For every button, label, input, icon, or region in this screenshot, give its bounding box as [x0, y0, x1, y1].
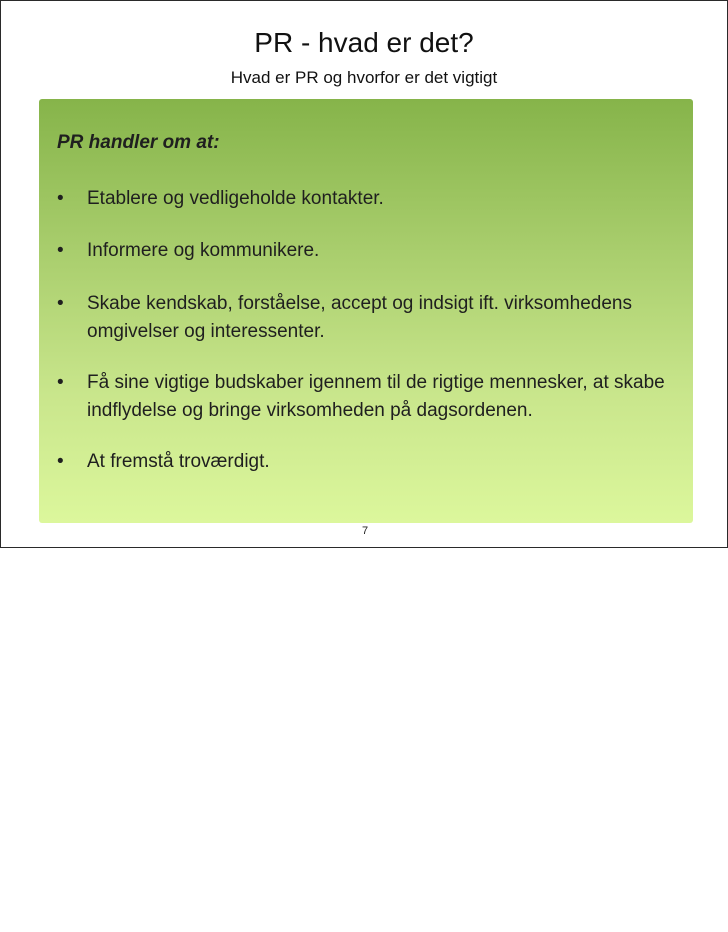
bullet-item — [57, 237, 683, 265]
bullet-item — [57, 290, 683, 346]
bullet-icon: • — [57, 372, 64, 393]
bullet-icon: • — [57, 188, 64, 209]
bullet-text: At fremstå troværdigt. — [87, 451, 270, 472]
page-number: 7 — [361, 525, 369, 537]
slide-subtitle: Hvad er PR og hvorfor er det vigtigt — [230, 68, 498, 87]
bullet-icon: • — [57, 293, 64, 314]
bullet-icon: • — [57, 451, 64, 472]
bullet-icon: • — [57, 240, 64, 261]
bullet-text: Få sine vigtige budskaber igennem til de rigtige mennesker, at skabe indflydelse og bringe virksomheden på dagsordenen. — [87, 372, 665, 421]
bullet-item — [57, 448, 683, 476]
content-heading: PR handler om at: — [57, 132, 220, 153]
content-box — [39, 99, 693, 523]
bullet-text: Informere og kommunikere. — [87, 240, 320, 261]
bullet-item — [57, 185, 683, 213]
bullet-text: Etablere og vedligeholde kontakter. — [87, 188, 384, 209]
slide-title: PR - hvad er det? — [254, 27, 474, 58]
bullet-list — [57, 185, 683, 501]
bullet-item — [57, 369, 683, 425]
bullet-text: Skabe kendskab, forståelse, accept og indsigt ift. virksomhedens omgivelser og interessenter. — [87, 293, 632, 342]
